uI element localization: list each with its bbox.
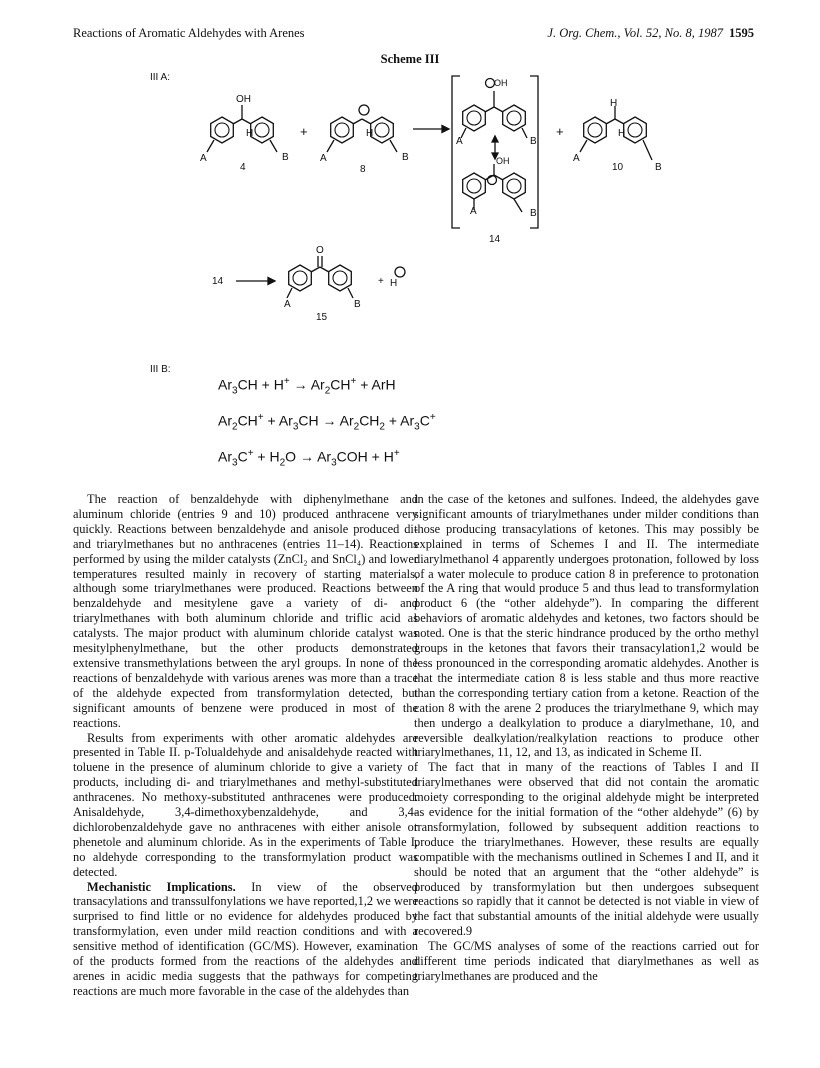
compound-8-structure <box>327 105 397 152</box>
compound-number-15: 15 <box>316 312 328 323</box>
label-b-15: B <box>354 299 361 310</box>
plus-sign-1: + <box>300 124 308 139</box>
right-column <box>414 492 759 984</box>
label-b-14-top: B <box>530 136 537 147</box>
compound-number-14: 14 <box>489 234 501 245</box>
compound-10-structure <box>580 106 652 160</box>
paragraph: The fact that in many of the reactions of Tables I and II triarylmethanes were observed that did not contain the aromatic moiety corresponding to the original aldehyde might be interpreted as evidence for the initial formation of the “other aldehyde” (6) by transformylation, followed by subsequent addition reactions to produce the triarylmethanes. However, these results are equally compatible with the mechanisms outlined in Schemes I and II, and it should be noted that an argument that the “other aldehyde” is produced by transformylation but then undergoes subsequent reactions so rapidly that it cannot be detected is not viable in view of the fact that substantial amounts of the initial aldehyde were usually recovered.9 <box>414 760 759 939</box>
compound-14-resonance-bottom <box>463 164 526 212</box>
paragraph: The reaction of benzaldehyde with diphenylmethane and aluminum chloride (entries 9 and 10) produced anthracene very quickly. Reactions between benzaldehyde and anisole produced di- and triarylmethanes but no anthracenes (entries 11–14). Reactions performed by using the milder catalysts (ZnCl₂ and SnCl₄) and lower temperatures resulted mainly in recovery of starting materials, although some triarylmethanes were produced. Reactions between benzaldehyde and mesitylene gave a variety of di- and triarylmethanes with both aluminum chloride and triflic acid as catalysts. The major product with aluminum chloride catalyst was mesitylphenylmethane, but the other products demonstrated extensive transmethylations between the aryl groups. In none of the reactions of benzaldehyde with various arenes was more than a trace of the aldehyde expected from transformylation detected, but significant amounts of benzene were produced in most of the reactions. <box>73 492 418 730</box>
compound-number-4: 4 <box>240 162 246 173</box>
page-number: 1595 <box>729 26 754 40</box>
mechanistic-paragraph <box>73 880 418 999</box>
paragraph: in the case of the ketones and sulfones. Indeed, the aldehydes gave significant amounts of triarylmethanes under milder conditions than those producing transacylations of ketones. This may possibly be explained in terms of Schemes I and II. The intermediate diarylmethanol 4 apparently undergoes protonation, followed by loss of a water molecule to produce cation 8 in preference to protonation of the A ring that would produce 5 and thus lead to transformylation product 6 (the “other aldehyde”). In comparing the different behaviors of aromatic aldehydes and ketones, two factors should be noted. One is that the steric hindrance produced by the ortho methyl groups in the ketones that favors their transacylation1,2 would be less pronounced in the corresponding aromatic aldehydes. Another is that the intermediate cation 8 is less stable and thus more reactive than the corresponding tertiary cation from a ketone. Reaction of the cation 8 with the arene 2 produces the triarylmethane 9, which may then undergo a dealkylation to produce a diarylmethane, 10, and reversible dealkylation/realkylation reactions to produce other triarylmethanes, 11, 12, and 13, as indicated in Scheme II. <box>414 492 759 760</box>
compound-15-structure <box>287 256 353 298</box>
left-column <box>73 492 418 999</box>
label-a-4: A <box>200 153 207 164</box>
equation-2: $Ar_2CH^+ + Ar_3CH \to Ar_2CH_2 + Ar_3C^+$ <box>218 412 436 433</box>
label-h-10-inner: H <box>618 128 626 139</box>
compound-4-structure <box>207 105 277 152</box>
label-b-8: B <box>402 152 409 163</box>
label-oh-14-bottom: OH <box>496 156 510 166</box>
label-oh-4: OH <box>236 94 251 105</box>
equation-1: $Ar_3CH + H^+ \to Ar_2CH^+$ + ArH <box>218 376 396 397</box>
label-b-10: B <box>655 162 662 173</box>
label-h-proton: H <box>390 278 398 289</box>
journal-citation: J. Org. Chem., Vol. 52, No. 8, 1987 <box>547 26 723 40</box>
compound-number-14-reactant: 14 <box>212 276 224 287</box>
scheme-title: Scheme III <box>380 52 440 66</box>
paragraph-text: In view of the observed transacylations and transsulfonylations we have reported,1,2 we were surprised to find little or no evidence for aldehydes produced by transformylation, even under mild reaction conditions and with a sensitive method of identification (GC/MS). However, examination of the products formed from the reactions of the aldehydes and arenes in acidic media suggests that the pathways for competing reactions are much more favorable in the case of the aldehydes than <box>73 879 418 998</box>
compound-number-8: 8 <box>360 164 366 175</box>
section-heading: Mechanistic Implications. <box>87 879 236 894</box>
label-a-10: A <box>573 153 580 164</box>
label-b-4: B <box>282 152 289 163</box>
running-header-title: Reactions of Aromatic Aldehydes with Arenes <box>73 26 305 40</box>
label-o-15: O <box>316 245 324 256</box>
plus-sign-3: + <box>378 276 384 287</box>
label-b-14-bottom: B <box>530 208 537 219</box>
scheme-iii-structures <box>0 0 820 480</box>
label-a-15: A <box>284 299 291 310</box>
paragraph: Results from experiments with other aromatic aldehydes are presented in Table II. p-Tolualdehyde and anisaldehyde reacted with toluene in the presence of aluminum chloride to give a variety of products, including di- and triarylmethanes and methyl-substituted anthracenes. No methoxy-substituted anthracenes were produced. Anisaldehyde, 3,4-dimethoxybenzaldehyde, and 3,4-dichlorobenzaldehyde gave no anthracenes with either anisole or phenetole and aluminum chloride. As in the experiments of Table I, no aldehyde corresponding to the transformylation product was detected. <box>73 730 418 879</box>
equation-3: $Ar_3C^+ + H_2O \to Ar_3COH + H^+$ <box>218 448 400 469</box>
scheme-part-a-label: III A: <box>150 72 171 83</box>
label-h-8: H <box>366 128 374 139</box>
label-h-10: H <box>610 98 618 109</box>
label-a-14-bottom: A <box>470 206 477 217</box>
paragraph: The GC/MS analyses of some of the reactions carried out for different time periods indicated that diarylmethanes as well as triarylmethanes are produced and the <box>414 939 759 983</box>
scheme-part-b-label: III B: <box>150 364 171 375</box>
compound-number-10: 10 <box>612 162 624 173</box>
label-oh-14-top: OH <box>494 78 508 88</box>
plus-sign-2: + <box>556 124 564 139</box>
label-h-4: H <box>246 128 254 139</box>
label-a-8: A <box>320 153 327 164</box>
label-a-14-top: A <box>456 136 463 147</box>
